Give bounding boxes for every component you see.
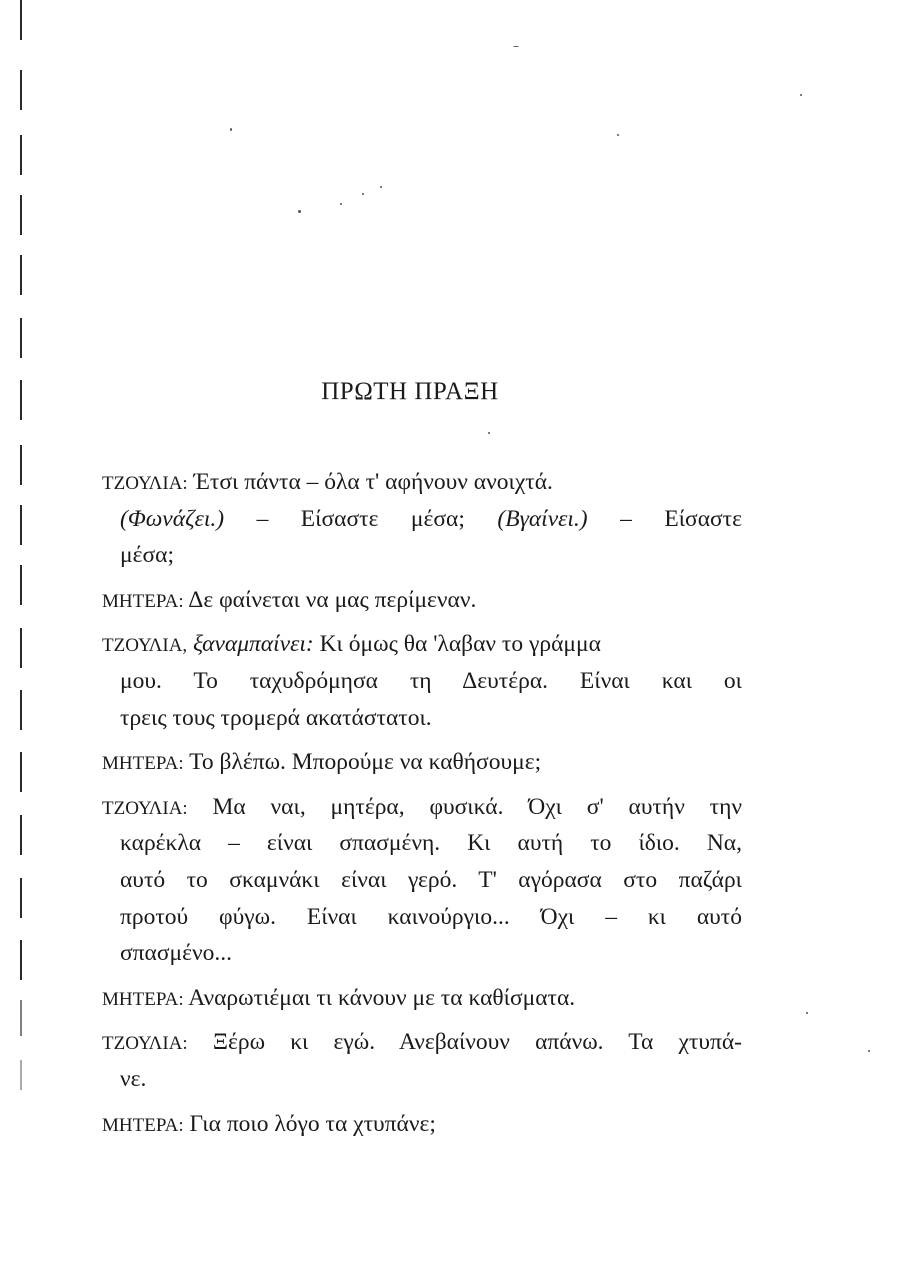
binding-edge-mark: [20, 505, 22, 545]
dialogue-continuation-line: [102, 862, 742, 899]
stage-direction: ξαναμπαίνει:: [193, 631, 314, 658]
dialogue-text: καρέκλα – είναι σπασμένη. Κι αυτή το ίδιο. Να,: [120, 830, 742, 857]
scan-speck: [868, 1050, 870, 1052]
dialogue-line: [102, 980, 742, 1017]
play-dialogue: [102, 464, 742, 1142]
binding-edge-mark: [20, 135, 22, 175]
dialogue-text: Δε φαίνεται να μας περίμεναν.: [188, 586, 477, 613]
binding-edge-mark: [20, 690, 22, 730]
speaker-name: ΤΖΟΥΛΙΑ:: [102, 1033, 188, 1055]
speaker-name: ΜΗΤΕΡΑ:: [102, 1114, 184, 1136]
dialogue-line: [102, 1024, 742, 1061]
binding-edge-mark: [20, 815, 22, 855]
binding-edge-mark: [20, 878, 22, 918]
binding-edge-mark: [20, 195, 22, 235]
speaker-name: ΜΗΤΕΡΑ:: [102, 590, 184, 612]
scan-speck: [230, 128, 232, 131]
speaker-name: ΜΗΤΕΡΑ:: [102, 753, 184, 775]
dialogue-text: σπασμένο...: [120, 940, 232, 967]
dialogue-text: μέσα;: [120, 542, 174, 569]
scan-speck: [806, 1012, 808, 1014]
scan-speck: [340, 203, 342, 205]
dialogue-continuation-line: [102, 700, 742, 737]
dialogue-continuation-line: [102, 663, 742, 700]
dialogue-continuation-line: [102, 825, 742, 862]
dialogue-text: Ξέρω κι εγώ. Ανεβαίνουν απάνω. Τα χτυπά-: [212, 1029, 742, 1056]
scan-speck: [380, 186, 382, 188]
scan-speck: [362, 193, 364, 195]
dialogue-line: [102, 1106, 742, 1143]
dialogue-text: Για ποιο λόγο τα χτυπάνε;: [189, 1110, 436, 1137]
dialogue-text: – Είσαστε μέσα;: [224, 505, 498, 532]
binding-edge-mark: [20, 565, 22, 605]
speaker-name: ΜΗΤΕΡΑ:: [102, 988, 184, 1010]
binding-edge-mark: [20, 318, 22, 358]
dialogue-text: Κι όμως θα 'λαβαν το γράμμα: [319, 631, 601, 658]
dialogue-text: Έτσι πάντα – όλα τ' αφήνουν ανοιχτά.: [193, 469, 553, 495]
binding-edge-mark: [20, 255, 22, 295]
binding-edge-mark: [20, 445, 22, 485]
scan-speck: [617, 134, 619, 136]
scan-speck: [513, 46, 519, 47]
dialogue-continuation-line: [102, 935, 742, 972]
binding-edge-mark: [20, 70, 22, 110]
dialogue-line: [102, 464, 742, 501]
speaker-name: ΤΖΟΥΛΙΑ:: [102, 473, 188, 494]
binding-edge-mark: [20, 1060, 22, 1090]
dialogue-line: [102, 744, 742, 781]
scan-speck: [800, 94, 802, 96]
binding-edge-mark: [20, 752, 22, 792]
dialogue-text: αυτό το σκαμνάκι είναι γερό. Τ' αγόρασα στο παζάρι: [120, 866, 742, 893]
dialogue-continuation-line: [102, 537, 742, 574]
dialogue-text: μου. Το ταχυδρόμησα τη Δευτέρα. Είναι και οι: [120, 667, 742, 694]
speaker-name: ΤΖΟΥΛΙΑ,: [102, 635, 188, 657]
scan-speck: [488, 432, 490, 434]
dialogue-continuation-line: [102, 899, 742, 936]
dialogue-text: Μα ναι, μητέρα, φυσικά. Όχι σ' αυτήν την: [212, 793, 742, 820]
dialogue-text: προτού φύγω. Είναι καινούργιο... Όχι – κι αυτό: [120, 903, 742, 930]
speaker-name: ΤΖΟΥΛΙΑ:: [102, 797, 188, 819]
dialogue-text: Το βλέπω. Μπορούμε να καθήσουμε;: [189, 749, 542, 776]
dialogue-continuation-line: [102, 501, 742, 538]
binding-edge-mark: [20, 0, 22, 40]
dialogue-text: – Είσαστε: [587, 505, 742, 532]
dialogue-continuation-line: [102, 1061, 742, 1098]
scan-speck: [298, 210, 301, 213]
dialogue-line: [102, 582, 742, 619]
dialogue-line: [102, 626, 742, 663]
stage-direction: (Φωνάζει.): [120, 505, 225, 532]
act-heading: ΠΡΩΤΗ ΠΡΑΞΗ: [321, 378, 499, 405]
binding-edge-mark: [20, 1000, 22, 1036]
binding-edge-mark: [20, 628, 22, 668]
dialogue-text: Αναρωτιέμαι τι κάνουν με τα καθίσματα.: [188, 984, 576, 1011]
dialogue-text: νε.: [120, 1065, 147, 1092]
stage-direction: (Βγαίνει.): [497, 505, 588, 532]
binding-edge-mark: [20, 940, 22, 980]
dialogue-line: [102, 789, 742, 826]
dialogue-text: τρεις τους τρομερά ακατάστατοι.: [120, 704, 432, 731]
